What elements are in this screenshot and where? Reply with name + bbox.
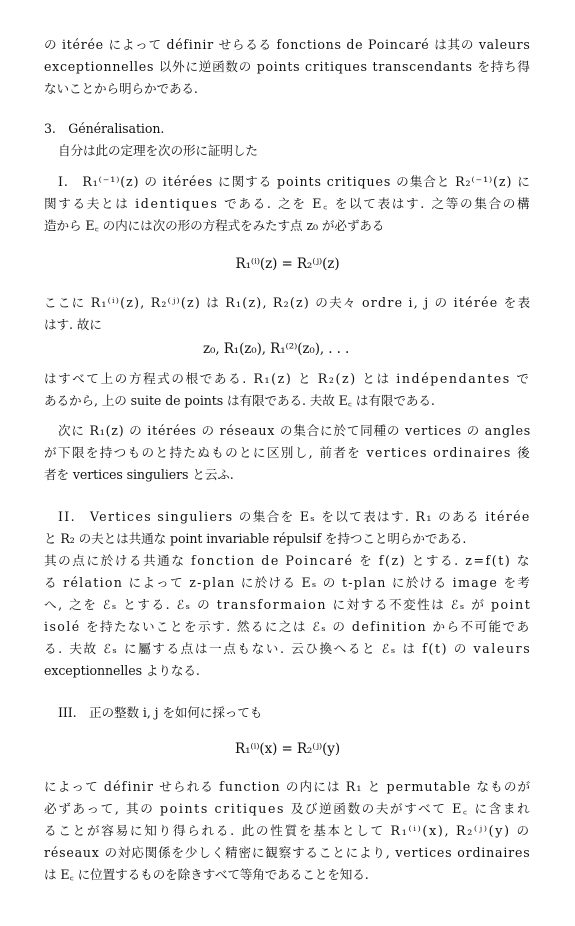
part1-line: 関する夫とは identiques である. 之を E꜀ を以て表はす. 之等の集合の構: [44, 196, 532, 211]
part1-line: 者を vertices singuliers と云ふ.: [44, 467, 234, 482]
part1-line: I. R₁⁽⁻¹⁾(z) の itérées に関する points critiques の集合と R₂⁽⁻¹⁾(z) に: [58, 174, 531, 189]
part1-line: が下限を持つものと持たぬものとに区別し, 前者を vertices ordinaires 後: [44, 445, 531, 460]
part3-line: 必ずあって, 其の points critiques 及び逆函数の夫がすべて E꜀ に含まれ: [44, 801, 532, 816]
intro-line: ないことから明らかである.: [44, 81, 198, 96]
part2-line: へ, 之を ℰₛ とする. ℰₛ の transformaion に対する不変性は ℰₛ が point: [44, 597, 532, 612]
part3-line: によって définir せられる function の内には R₁ と permutable なものが: [44, 779, 532, 794]
part2-line: 其の点に於ける共通な fonction de Poincaré を f(z) とする. z=f(t) な: [44, 553, 532, 568]
intro-line: exceptionnelles 以外に逆函数の points critiques transcendants を持ち得: [44, 59, 531, 74]
part1-line: はすべて上の方程式の根である. R₁(z) と R₂(z) とは indépendantes で: [44, 371, 531, 386]
part3-line: は E꜀ に位置するものを除きすべて等角であることを知る.: [44, 867, 369, 882]
part3-line: ることが容易に知り得られる. 此の性質を基本として R₁⁽ⁱ⁾(x), R₂⁽ʲ⁾(y) の: [44, 823, 531, 838]
part2-line: る rélation によって z-plan に於ける Eₛ の t-plan に於ける image を考: [44, 575, 532, 590]
display-formula: R₁⁽ⁱ⁾(z) = R₂⁽ʲ⁾(z): [235, 256, 340, 272]
part3-lead: III. 正の整数 i, j を如何に採っても: [58, 705, 263, 720]
part2-line: II. Vertices singuliers の集合を Eₛ を以て表はす. R₁ のある itérée: [58, 509, 531, 524]
section-lead: 自分は此の定理を次の形に証明した: [58, 143, 258, 158]
part1-line: あるから, 上の suite de points は有限である. 夫故 E꜀ は有限である.: [44, 393, 435, 408]
part2-line: exceptionnelles よりなる.: [44, 663, 200, 678]
section-heading: 3. Généralisation.: [44, 121, 165, 136]
part1-line: はす. 故に: [44, 317, 102, 332]
part2-line: isolé を持たないことを示す. 然るに之は ℰₛ の definition から不可能であ: [44, 619, 531, 634]
part3-line: réseaux の対応関係を少しく精密に観察することにより, vertices ordinaires: [44, 845, 531, 860]
display-formula: R₁⁽ⁱ⁾(x) = R₂⁽ʲ⁾(y): [235, 741, 340, 757]
part1-line: 造から E꜀ の内には次の形の方程式をみたす点 z₀ が必ずある: [44, 218, 385, 233]
part2-line: と R₂ の夫とは共通な point invariable répulsif を持つこと明らかである.: [44, 531, 467, 546]
part2-line: る. 夫故 ℰₛ に屬する点は一点もない. 云ひ換へると ℰₛ は f(t) の valeurs: [44, 641, 532, 656]
part1-line: 次に R₁(z) の itérées の réseaux の集合に於て同種の vertices の angles: [58, 423, 532, 438]
display-formula: z₀, R₁(z₀), R₁⁽²⁾(z₀), . . .: [203, 341, 350, 357]
part1-line: ここに R₁⁽ⁱ⁾(z), R₂⁽ʲ⁾(z) は R₁(z), R₂(z) の夫々 ordre i, j の itérée を表: [44, 295, 532, 310]
intro-line: の itérée によって définir せらるる fonctions de Poincaré は其の valeurs: [44, 37, 531, 52]
